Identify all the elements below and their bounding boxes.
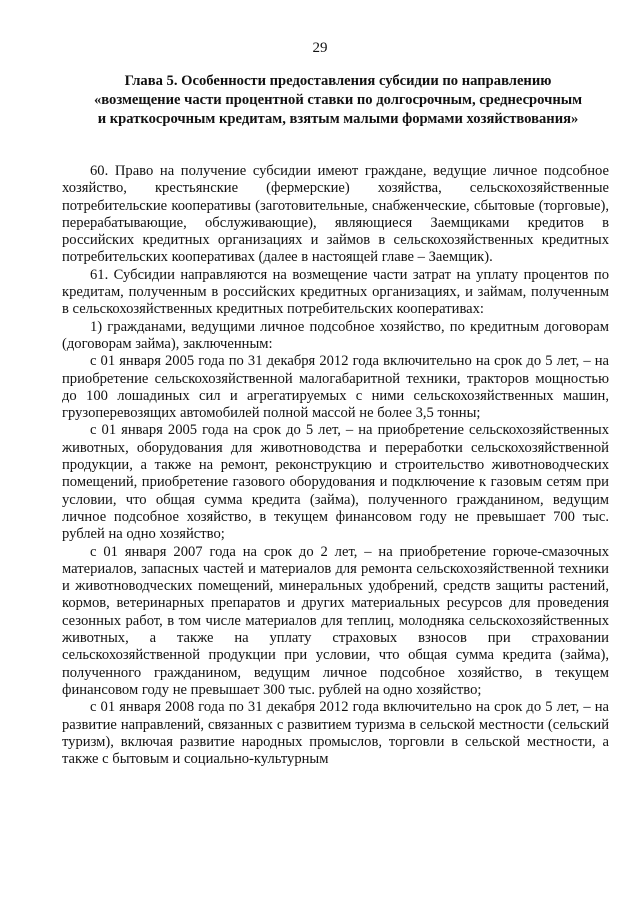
paragraph-61: 61. Субсидии направляются на возмещение части затрат на уплату процентов по кредитам, полученным в российских кредитных организациях, и займам, полученным в сельскохозяйственных кредитных потребительских кооперативах: (62, 266, 609, 318)
body-text (62, 163, 609, 768)
paragraph-subitem: с 01 января 2008 года по 31 декабря 2012 года включительно на срок до 5 лет, – на развитие направлений, связанных с развитием туризма в сельской местности (сельский туризм), включая развитие народных промыслов, торговли в сельской местности, а также с бытовым и социально-культурным (62, 699, 609, 768)
paragraph-subitem: с 01 января 2005 года по 31 декабря 2012 года включительно на срок до 5 лет, – на приобретение сельскохозяйственной малогабаритной техники, тракторов мощностью до 100 лошадиных сил и агрегатируемых с ними сельскохозяйственных машин, грузоперевозящих автомобилей полной массой не более 3,5 тонны; (62, 353, 609, 422)
page-number: 29 (312, 40, 328, 56)
paragraph-subitem: с 01 января 2007 года на срок до 2 лет, – на приобретение горюче-смазочных материалов, запасных частей и материалов для ремонта сельскохозяйственной техники и животноводческих помещений, минеральных удобрений, средств защиты растений, кормов, ветеринарных препаратов и других материальных ресурсов для проведения сезонных работ, в том числе материалов для теплиц, молодняка сельскохозяйственных животных, а также на уплату страховых взносов при страховании сельскохозяйственной продукции при условии, что общая сумма кредита (займа), полученного гражданином, ведущим личное подсобное хозяйство, в текущем финансовом году не превышает 300 тыс. рублей на одно хозяйство; (62, 543, 609, 698)
paragraph-61-item-1: 1) гражданами, ведущими личное подсобное хозяйство, по кредитным договорам (договорам займа), заключенным: (62, 318, 609, 352)
chapter-heading-line: и краткосрочным кредитам, взятым малыми формами хозяйствования» (97, 111, 579, 127)
chapter-heading-line: Глава 5. Особенности предоставления субсидии по направлению (124, 73, 552, 89)
chapter-heading-line: «возмещение части процентной ставки по долгосрочным, среднесрочным (93, 92, 583, 108)
chapter-heading (88, 72, 588, 129)
paragraph-subitem: с 01 января 2005 года на срок до 5 лет, – на приобретение сельскохозяйственных животных, оборудования для животноводства и переработки сельскохозяйственной продукции, а также на ремонт, реконструкцию и строительство животноводческих помещений, приобретение газового оборудования и подключение к газовым сетям при условии, что общая сумма кредита (займа), полученного гражданином, ведущим личное подсобное хозяйство, в текущем финансовом году не превышает 700 тыс. рублей на одно хозяйство; (62, 422, 609, 543)
paragraph-60: 60. Право на получение субсидии имеют граждане, ведущие личное подсобное хозяйство, крестьянские (фермерские) хозяйства, сельскохозяйственные потребительские кооперативы (заготовительные, снабженческие, сбытовые (торговые), перерабатывающие, обслуживающие), являющиеся Заемщиками кредитов в российских кредитных организациях и займов в сельскохозяйственных кредитных потребительских кооперативах (далее в настоящей главе – Заемщик). (62, 163, 609, 266)
